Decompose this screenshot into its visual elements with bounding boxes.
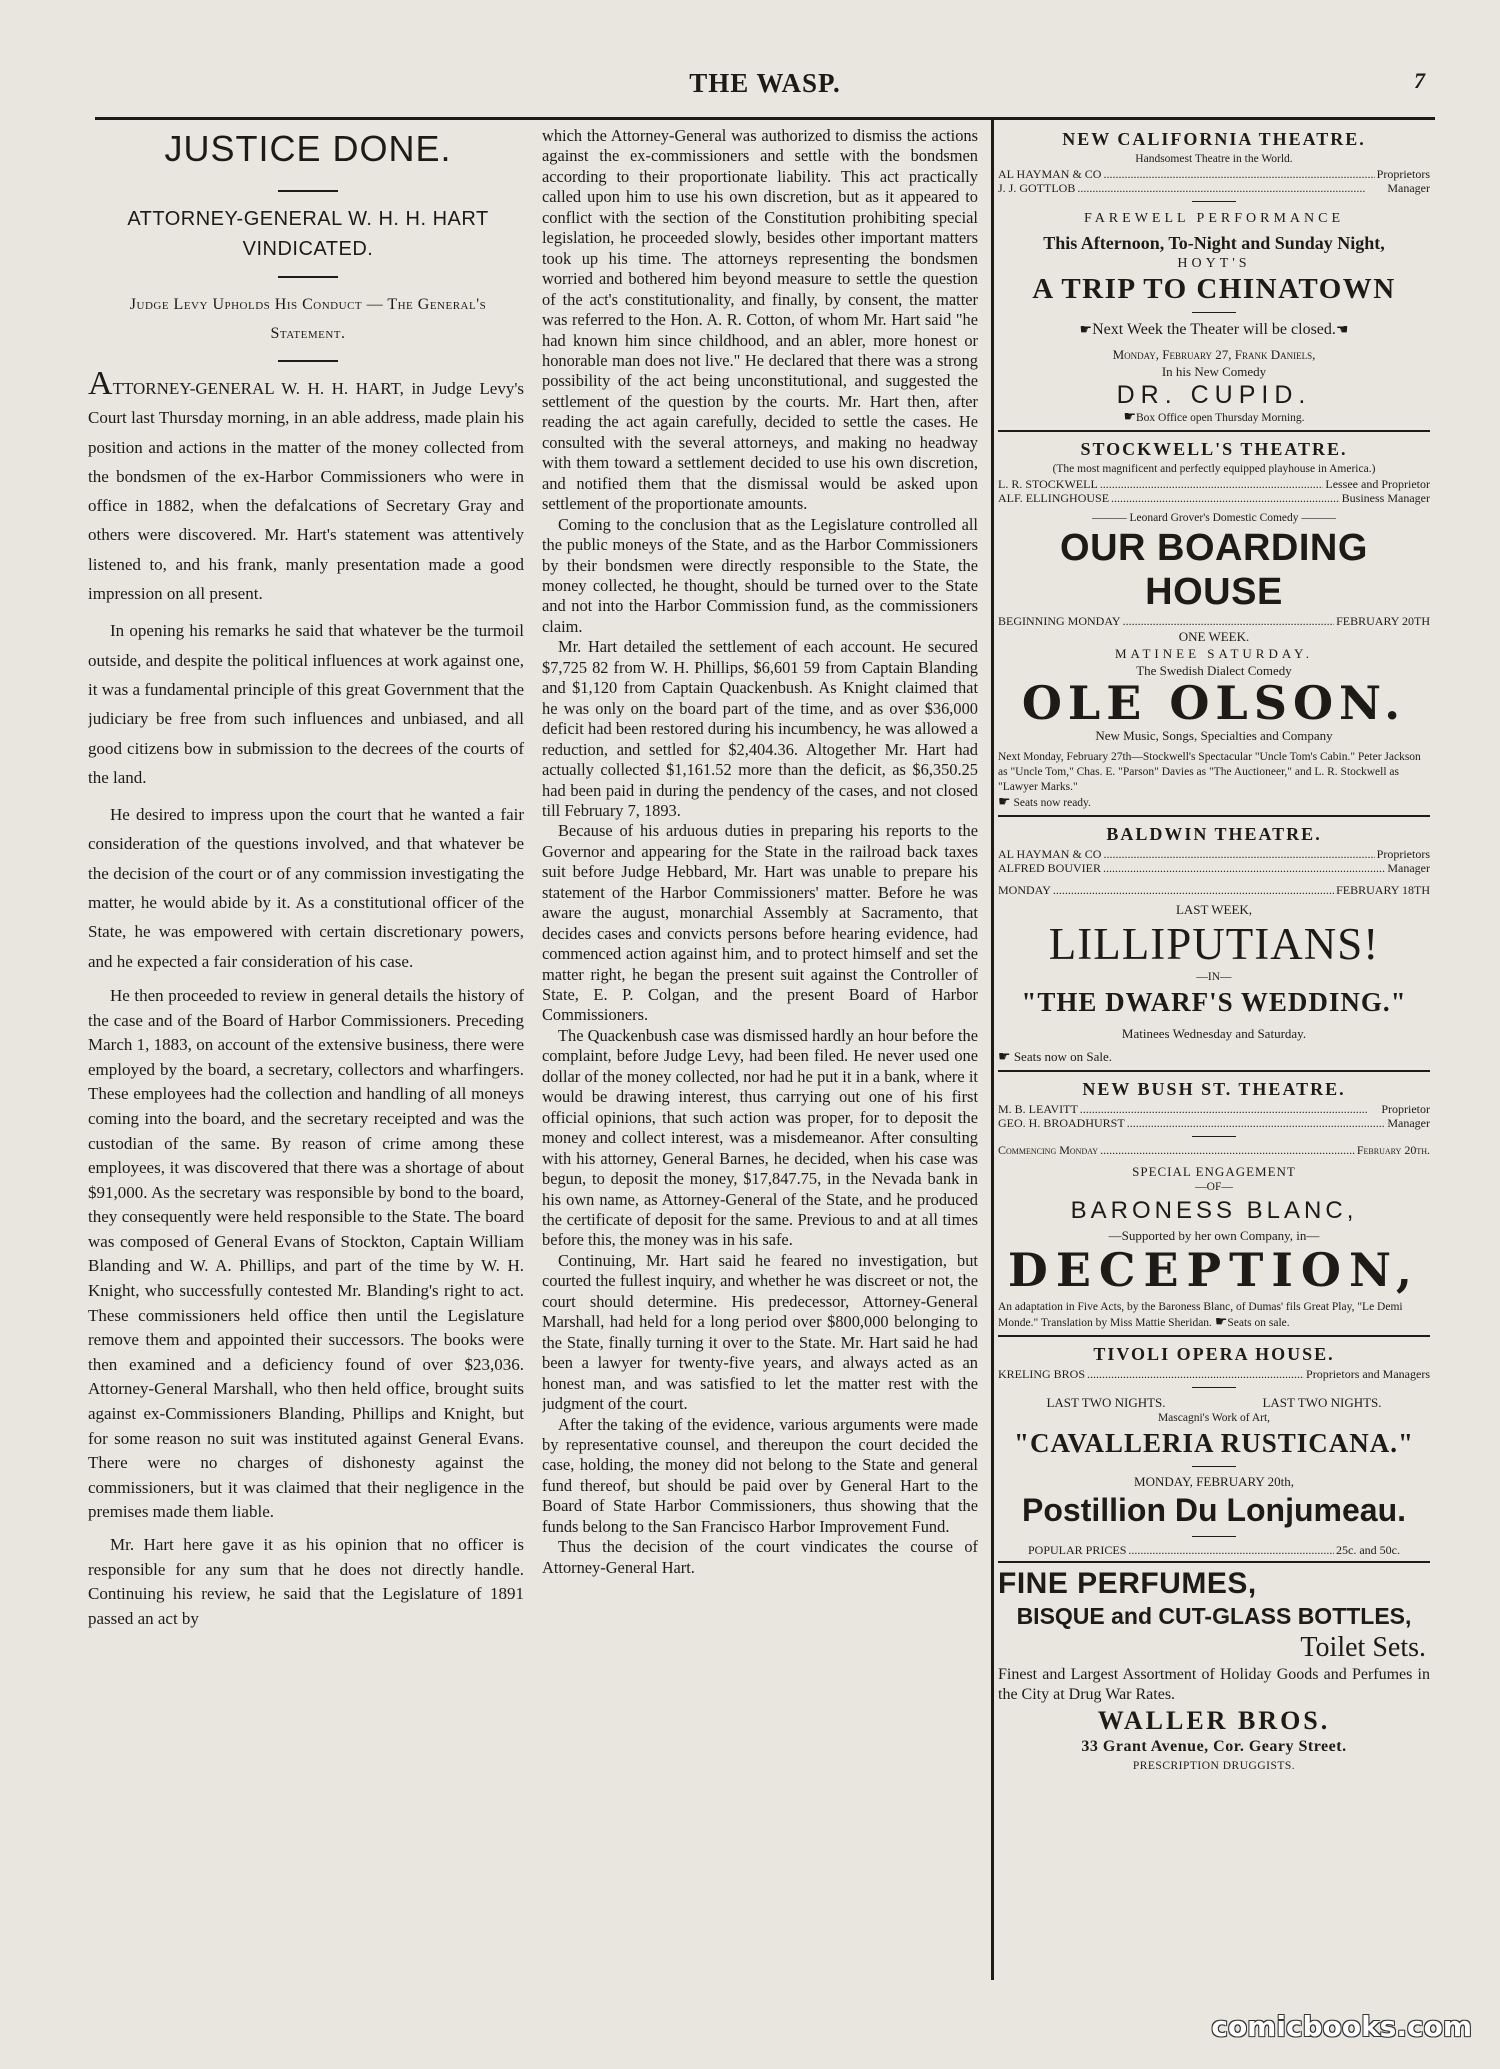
paragraph: After the taking of the evidence, various arguments were made by representative counsel, and thereupon the court decided the case, holding, the money did not belong to the State and general fund thereof, but should be paid over by General Hart to the Board of State Harbor Commissioners, thus showing that the funds belong to the San Francisco Harbor Improvement Fund. bbox=[542, 1414, 978, 1536]
farewell-label: FAREWELL PERFORMANCE bbox=[1083, 211, 1345, 226]
article-column-2 bbox=[542, 126, 978, 1996]
monday-label: MONDAY, FEBRUARY 20th, bbox=[1134, 1474, 1294, 1489]
article-title: JUSTICE DONE. bbox=[164, 128, 452, 169]
perfumes-desc: Finest and Largest Assortment of Holiday Goods and Perfumes in the City at Drug War Rates. bbox=[998, 1666, 1430, 1703]
ad-baldwin-theatre bbox=[998, 821, 1430, 1066]
seats-notice: ☛ Seats now ready. bbox=[998, 795, 1091, 810]
paragraph: Thus the decision of the court vindicates the course of Attorney-General Hart. bbox=[542, 1537, 978, 1577]
tagline: (The most magnificent and perfectly equipped playhouse in America.) bbox=[1052, 463, 1376, 475]
theatre-name: NEW CALIFORNIA THEATRE. bbox=[1062, 129, 1366, 149]
staff-row: KRELING BROS ..... Proprietors and Managers bbox=[998, 1367, 1430, 1381]
paragraph: Mr. Hart detailed the settlement of each account. He secured $7,725 82 from W. H. Phillips, $6,601 59 from Captain Blanding and $1,120 from Captain Quackenbush. As Knight claimed that he was only on the board part of the time, and as over $36,000 deficit had been restored during his incumbency, he was allowed a reduction, and settled for $2,404.36. Altogether Mr. Hart had actually collected $1,161.52 more than the deficit, as $6,350.25 had been paid in during the pendency of the cases, and not closed till February 7, 1893. bbox=[542, 637, 978, 820]
monday-notice: Monday, February 27, Frank Daniels, bbox=[1112, 347, 1316, 362]
pointing-hand-icon: ☛ bbox=[1123, 410, 1136, 425]
ad-divider bbox=[998, 1070, 1430, 1072]
article-deck: Judge Levy Upholds His Conduct — The General's Statement. bbox=[129, 296, 487, 342]
article-subtitle: ATTORNEY-GENERAL W. H. H. HART VINDICATED. bbox=[127, 208, 489, 260]
staff-row: L. R. STOCKWELL ..... Lessee and Proprietor bbox=[998, 477, 1430, 491]
lilliputians-title: LILLIPUTIANS! bbox=[1048, 919, 1380, 969]
staff-row: ALF. ELLINGHOUSE ..... Business Manager bbox=[998, 491, 1430, 505]
swedish-label: The Swedish Dialect Comedy bbox=[1136, 663, 1292, 678]
divider bbox=[278, 190, 338, 192]
schedule-row: Commencing Monday ..... February 20th. bbox=[998, 1143, 1430, 1157]
hoyts-label: HOYT'S bbox=[1177, 256, 1251, 271]
schedule-row: BEGINNING MONDAY ..... FEBRUARY 20TH bbox=[998, 614, 1430, 628]
theatre-name: BALDWIN THEATRE. bbox=[1106, 824, 1322, 844]
paragraph: Coming to the conclusion that as the Legislature controlled all the public moneys of the State, and as the Harbor Commissioners by their bondsmen were directly responsible to the State, the money collected, he thought, should be turned over to the State and not into the Harbor Commission fund, as the commissioners claim. bbox=[542, 514, 978, 636]
prices-row: POPULAR PRICES ..... 25c. and 50c. bbox=[998, 1543, 1430, 1557]
staff-row: GEO. H. BROADHURST ..... Manager bbox=[998, 1116, 1430, 1130]
staff-row: J. J. GOTTLOB ..... Manager bbox=[998, 181, 1430, 195]
ad-stockwells-theatre bbox=[998, 436, 1430, 811]
paragraph: In opening his remarks he said that whatever be the turmoil outside, and despite the political influences at work against one, it was a fundamental principle of this great Government that the judiciary be free from such influences and unbiased, and all good citizens bow in submission to the decrees of the courts of the land. bbox=[88, 621, 524, 787]
matinee: MATINEE SATURDAY. bbox=[1114, 646, 1314, 661]
divider bbox=[1192, 1536, 1236, 1537]
paragraph: He desired to impress upon the court that he wanted a fair consideration of the questions involved, and that whatever be the decision of the court or of any commission investigating the matter, he would abide by it. As a constitutional officer of the State, he was empowered with certain discretionary powers, and he expected a fair consideration of his case. bbox=[88, 805, 524, 971]
divider bbox=[1192, 1466, 1236, 1467]
firm-trade: PRESCRIPTION DRUGGISTS. bbox=[1132, 1760, 1296, 1772]
staff-row: AL HAYMAN & CO ..... Proprietors bbox=[998, 847, 1430, 861]
next-monday: Next Monday, February 27th—Stockwell's Spectacular "Uncle Tom's Cabin." Peter Jackson as "Uncle Tom," Chas. E. "Parson" Davies as "The Auctioneer," and L. R. Stockwell as "Lawyer Marks." bbox=[998, 751, 1421, 793]
theatre-name: NEW BUSH ST. THEATRE. bbox=[1082, 1079, 1346, 1099]
pointing-hand-icon: ☛ bbox=[998, 795, 1011, 810]
show-times: This Afternoon, To-Night and Sunday Night, bbox=[1043, 233, 1385, 253]
ad-divider bbox=[998, 815, 1430, 817]
pointing-hand-icon: ☚ bbox=[1335, 323, 1349, 338]
paragraph: He then proceeded to review in general details the history of the case and of the Board of Harbor Commissioners. Preceding March 1, 1883, on account of the extensive business, there were employed by the board, a secretary, collectors and wharfingers. These employees had the collection and handling of all moneys coming into the board, and the secretary receipted and was the custodian of the same. By reason of crime among these employees, it was discovered that there was a shortage of about $91,000. As the secretary was responsible by bond to the board, they consequently were held responsible to the State. The board was composed of General Evans of Stockton, Captain William Blanding and W. A. Phillips, and part of the time by W. H. Knight, who successfully contested Mr. Blanding's right to act. These commissioners held office then until the Legislature remove them and appointed their successors. The books were then examined and a deficiency found of over $23,036. Attorney-General Marshall, who then held office, brought suits against ex-Commissioners Blanding, Phillips and Knight, but for some reason no suit was instituted against General Evans. There were no charges of dishonesty against the commissioners, but it was claimed that their negligence in the premises made them liable. bbox=[88, 985, 524, 1522]
theatre-name: TIVOLI OPERA HOUSE. bbox=[1093, 1344, 1335, 1364]
grover-label: ——— Leonard Grover's Domestic Comedy ——— bbox=[1092, 512, 1336, 524]
comedy-title: DR. CUPID. bbox=[1116, 381, 1312, 409]
pointing-hand-icon: ☛ bbox=[998, 1050, 1011, 1065]
next-play-title: Postillion Du Lonjumeau. bbox=[1022, 1492, 1406, 1528]
watermark: comicbooks.com bbox=[1211, 2010, 1472, 2043]
adaptation-note: An adaptation in Five Acts, by the Baroness Blanc, of Dumas' fils Great Play, "Le Demi Monde." Translation by Miss Mattie Sheridan. ☛Seats on sale. bbox=[998, 1301, 1403, 1330]
pointing-hand-icon: ☛ bbox=[1214, 1315, 1228, 1330]
page-number: 7 bbox=[1414, 68, 1425, 93]
paragraph: Continuing, Mr. Hart said he feared no investigation, but courted the fullest inquiry, and whether he was discreet or not, the court should determine. His predecessor, Attorney-General Marshall, had held for a long period over $800,000 belonging to the State, finally turning it over to the State. Mr. Hart said he had been a lawyer for twenty-five years, and always acted as an honest man, and was satisfied to let the matter rest with the judgment of the court. bbox=[542, 1250, 978, 1414]
ad-tivoli-opera-house bbox=[998, 1341, 1430, 1557]
divider bbox=[1192, 201, 1236, 202]
divider bbox=[1192, 312, 1236, 313]
play-title: A TRIP TO CHINATOWN bbox=[1032, 273, 1396, 305]
box-office: ☛Box Office open Thursday Morning. bbox=[1123, 410, 1305, 425]
staff-row: M. B. LEAVITT ..... Proprietor bbox=[998, 1102, 1430, 1116]
toilet-sets: Toilet Sets. bbox=[1300, 1632, 1426, 1663]
article-column-1 bbox=[88, 126, 528, 1996]
article-body bbox=[88, 365, 528, 1631]
supported-label: —Supported by her own Company, in— bbox=[1108, 1228, 1320, 1243]
schedule-row: MONDAY ..... FEBRUARY 18TH bbox=[998, 883, 1430, 897]
last-week: LAST WEEK, bbox=[1175, 902, 1253, 917]
ad-divider bbox=[998, 1335, 1430, 1337]
header-rule bbox=[95, 117, 1435, 120]
paragraph: Because of his arduous duties in preparing his reports to the Governor and appearing for the State in the railroad back taxes suit before Judge Hebbard, Mr. Hart was unable to prepare his statement of the Harbor Commissioners' matter. Before he was aware the august, monarchial Assembly at Sacramento, that decides cases and convicts persons before hearing evidence, had commenced action against him, and to protect himself and set the matter right, he began the present suit against the Controller of State, E. P. Colgan, and the present Board of Harbor Commissioners. bbox=[542, 821, 978, 1025]
of-label: —OF— bbox=[1195, 1181, 1233, 1193]
page-header bbox=[95, 62, 1435, 102]
paragraph: The Quackenbush case was dismissed hardly an hour before the complaint, before Judge Levy, had been filed. He never used one dollar of the money collected, nor had he put it in a bank, where it would be drawing interest, thus carrying out one of his first official opinions, that such action was proper, for to deposit the money and collect interest, was a misdemeanor. After consulting with his attorney, General Barnes, he decided, when his case was begun, to deposit the money, $17,847.75, in the Nevada bank in his own name, as Attorney-General of the State, and he produced the certificate of deposit for the same. Previous to and at all times before this, the money was in his safe. bbox=[542, 1025, 978, 1250]
paragraph: which the Attorney-General was authorized to dismiss the actions against the ex-commissioners and settle with the bondsmen according to their proportionate liability. This act practically called upon him to use his own discretion, but as it appeared to conflict with the section of the Constitution prohibiting special legislation, he proceeded slowly, besides other important matters took up his time. The attorneys representing the bondsmen worried and bothered him beyond measure to settle the question of the act's constitutionality, and finally, by consent, the matter was referred to the Hon. A. R. Cotton, of whom Mr. Hart said "he had known him since childhood, and an abler, more honest or honorable man does not live." He declared that there was a strong possibility of the act being unconstitutional, and suggested the settlement of the question by the courts. Mr. Hart then, after reading the act again carefully, decided to settle the cases. He consulted with the several attorneys, and making no headway with them toward a settlement decided to use his own discretion, and notified them that the dismissal would be asked upon settlement of the proportionate amounts. bbox=[542, 126, 978, 514]
staff-row: ALFRED BOUVIER ..... Manager bbox=[998, 861, 1430, 875]
paragraph: ATTORNEY-GENERAL W. H. H. HART, in Judge Levy's Court last Thursday morning, in an able address, made plain his position and actions in the matter of the money collected from the bondsmen of the ex-Harbor Commissioners who were in office in 1882, when the defalcations of Secretary Gray and others were discovered. Mr. Hart's statement was attentively listened to, and his frank, manly presentation made a good impression on all present. bbox=[88, 365, 524, 604]
ads-column bbox=[998, 126, 1430, 2006]
staff-row: AL HAYMAN & CO ..... Proprietors bbox=[998, 167, 1430, 181]
tagline: Handsomest Theatre in the World. bbox=[1135, 153, 1293, 165]
ad-divider bbox=[998, 1561, 1430, 1563]
baroness-name: BARONESS BLANC, bbox=[1070, 1197, 1358, 1224]
last-two-nights: LAST TWO NIGHTS. LAST TWO NIGHTS. bbox=[1046, 1395, 1382, 1410]
ad-divider bbox=[998, 430, 1430, 432]
seats-notice: ☛ Seats now on Sale. bbox=[998, 1049, 1113, 1065]
divider bbox=[278, 276, 338, 278]
bisque-label: BISQUE and CUT-GLASS BOTTLES, bbox=[1016, 1603, 1412, 1629]
pointing-hand-icon: ☛ bbox=[1079, 323, 1093, 338]
ad-new-california-theatre bbox=[998, 126, 1430, 426]
firm-address: 33 Grant Avenue, Cor. Geary Street. bbox=[1081, 1738, 1347, 1755]
ad-waller-bros bbox=[998, 1567, 1430, 1774]
masthead: THE WASP. bbox=[689, 68, 841, 98]
column-rule bbox=[991, 120, 994, 1980]
closed-notice: ☛Next Week the Theater will be closed.☚ bbox=[1079, 321, 1349, 338]
play-title: "THE DWARF'S WEDDING." bbox=[1021, 987, 1407, 1017]
one-week: ONE WEEK. bbox=[1178, 629, 1250, 644]
firm-name: WALLER BROS. bbox=[1097, 1706, 1331, 1735]
in-label: —IN— bbox=[1196, 971, 1232, 983]
matinees: Matinees Wednesday and Saturday. bbox=[1121, 1026, 1307, 1041]
ole-olson-title: OLE OLSON. bbox=[1021, 676, 1407, 730]
paragraph: Mr. Hart here gave it as his opinion that no officer is responsible for any sum that he does not directly handle. Continuing his review, he said that the Legislature of 1891 passed an act by bbox=[88, 1535, 524, 1628]
divider bbox=[1192, 1136, 1236, 1137]
perfumes-title: FINE PERFUMES, bbox=[998, 1567, 1257, 1600]
drop-cap: A bbox=[88, 365, 113, 402]
play-title: DECEPTION, bbox=[1007, 1243, 1421, 1297]
divider bbox=[1192, 1387, 1236, 1388]
play-title: OUR BOARDING HOUSE bbox=[1060, 527, 1368, 613]
theatre-name: STOCKWELL'S THEATRE. bbox=[1080, 439, 1348, 459]
new-comedy-label: In his New Comedy bbox=[1161, 364, 1267, 379]
ad-new-bush-st-theatre bbox=[998, 1076, 1430, 1331]
play-title: "CAVALLERIA RUSTICANA." bbox=[1013, 1428, 1415, 1458]
new-music: New Music, Songs, Specialties and Company bbox=[1095, 728, 1333, 743]
mascagni-label: Mascagni's Work of Art, bbox=[1157, 1412, 1271, 1424]
special-engagement: SPECIAL ENGAGEMENT bbox=[1132, 1164, 1296, 1179]
divider bbox=[278, 360, 338, 362]
